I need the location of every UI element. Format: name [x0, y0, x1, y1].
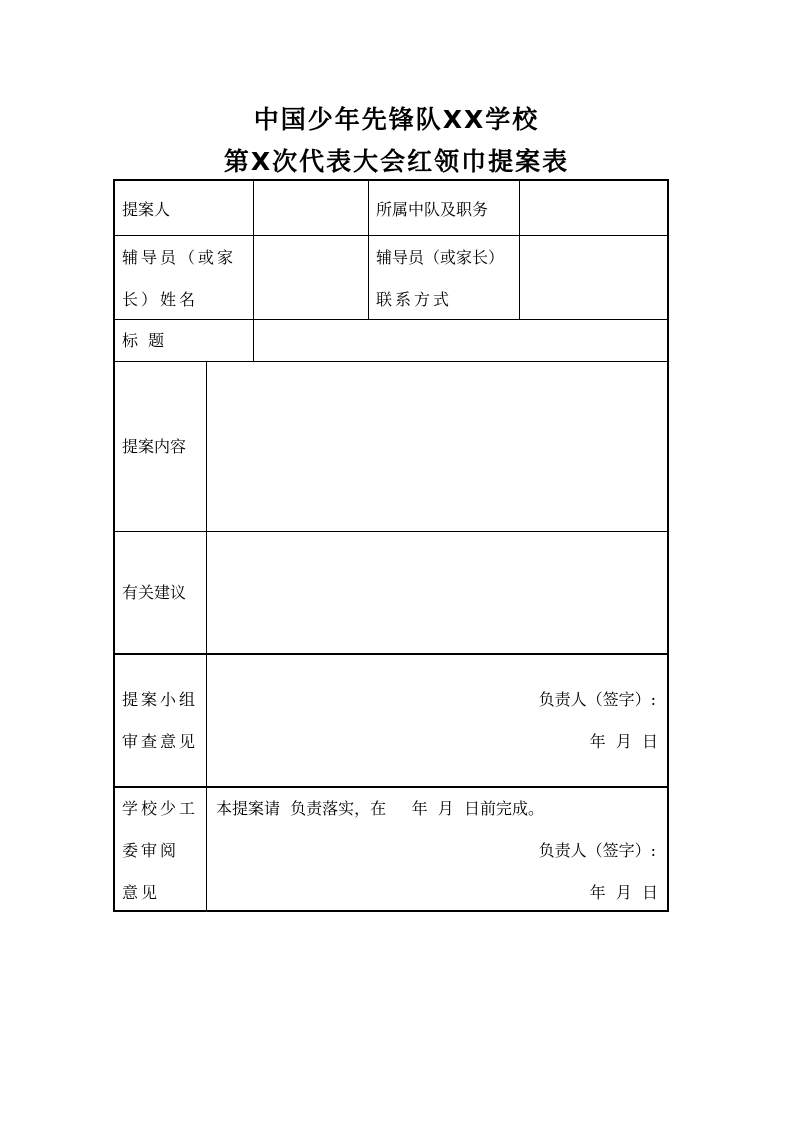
page-subtitle: 第X次代表大会红领巾提案表	[223, 147, 570, 176]
subject-field[interactable]	[254, 320, 667, 361]
committee-date: 年 月 日	[589, 883, 658, 902]
contact-label-line2: 联系方式	[376, 290, 453, 309]
committee-label-line3: 意见	[122, 883, 161, 902]
counselor-name-label-line2: 长）姓名	[122, 290, 199, 309]
suggestion-field[interactable]	[207, 532, 667, 653]
squad-position-field[interactable]	[520, 181, 667, 235]
subject-label: 标 题	[122, 331, 165, 350]
committee-instruction: 本提案请 负责落实，在 年 月 日前完成。	[216, 799, 544, 818]
contact-field[interactable]	[520, 236, 667, 319]
review-date: 年 月 日	[589, 732, 658, 751]
page-title: 中国少年先锋队XX学校	[253, 105, 540, 134]
counselor-name-field[interactable]	[254, 236, 368, 319]
committee-label-line2: 委审阅	[122, 841, 180, 860]
proposer-label: 提案人	[122, 200, 171, 219]
row-divider	[115, 786, 667, 788]
contact-label-line1: 辅导员（或家长）	[376, 248, 505, 267]
review-label-line1: 提案小组	[122, 690, 199, 709]
proposer-field[interactable]	[254, 181, 368, 235]
committee-label-line1: 学校少工	[122, 799, 199, 818]
review-label-line2: 审查意见	[122, 732, 199, 751]
column-divider	[368, 181, 369, 319]
row-divider	[115, 653, 667, 655]
content-field[interactable]	[207, 362, 667, 531]
suggestion-label: 有关建议	[122, 583, 187, 602]
content-label: 提案内容	[122, 437, 187, 456]
review-signature: 负责人（签字）:	[538, 690, 656, 709]
proposal-form-table	[113, 179, 669, 912]
squad-position-label: 所属中队及职务	[376, 200, 489, 219]
counselor-name-label-line1: 辅导员（或家	[122, 248, 237, 267]
committee-signature: 负责人（签字）:	[538, 841, 656, 860]
